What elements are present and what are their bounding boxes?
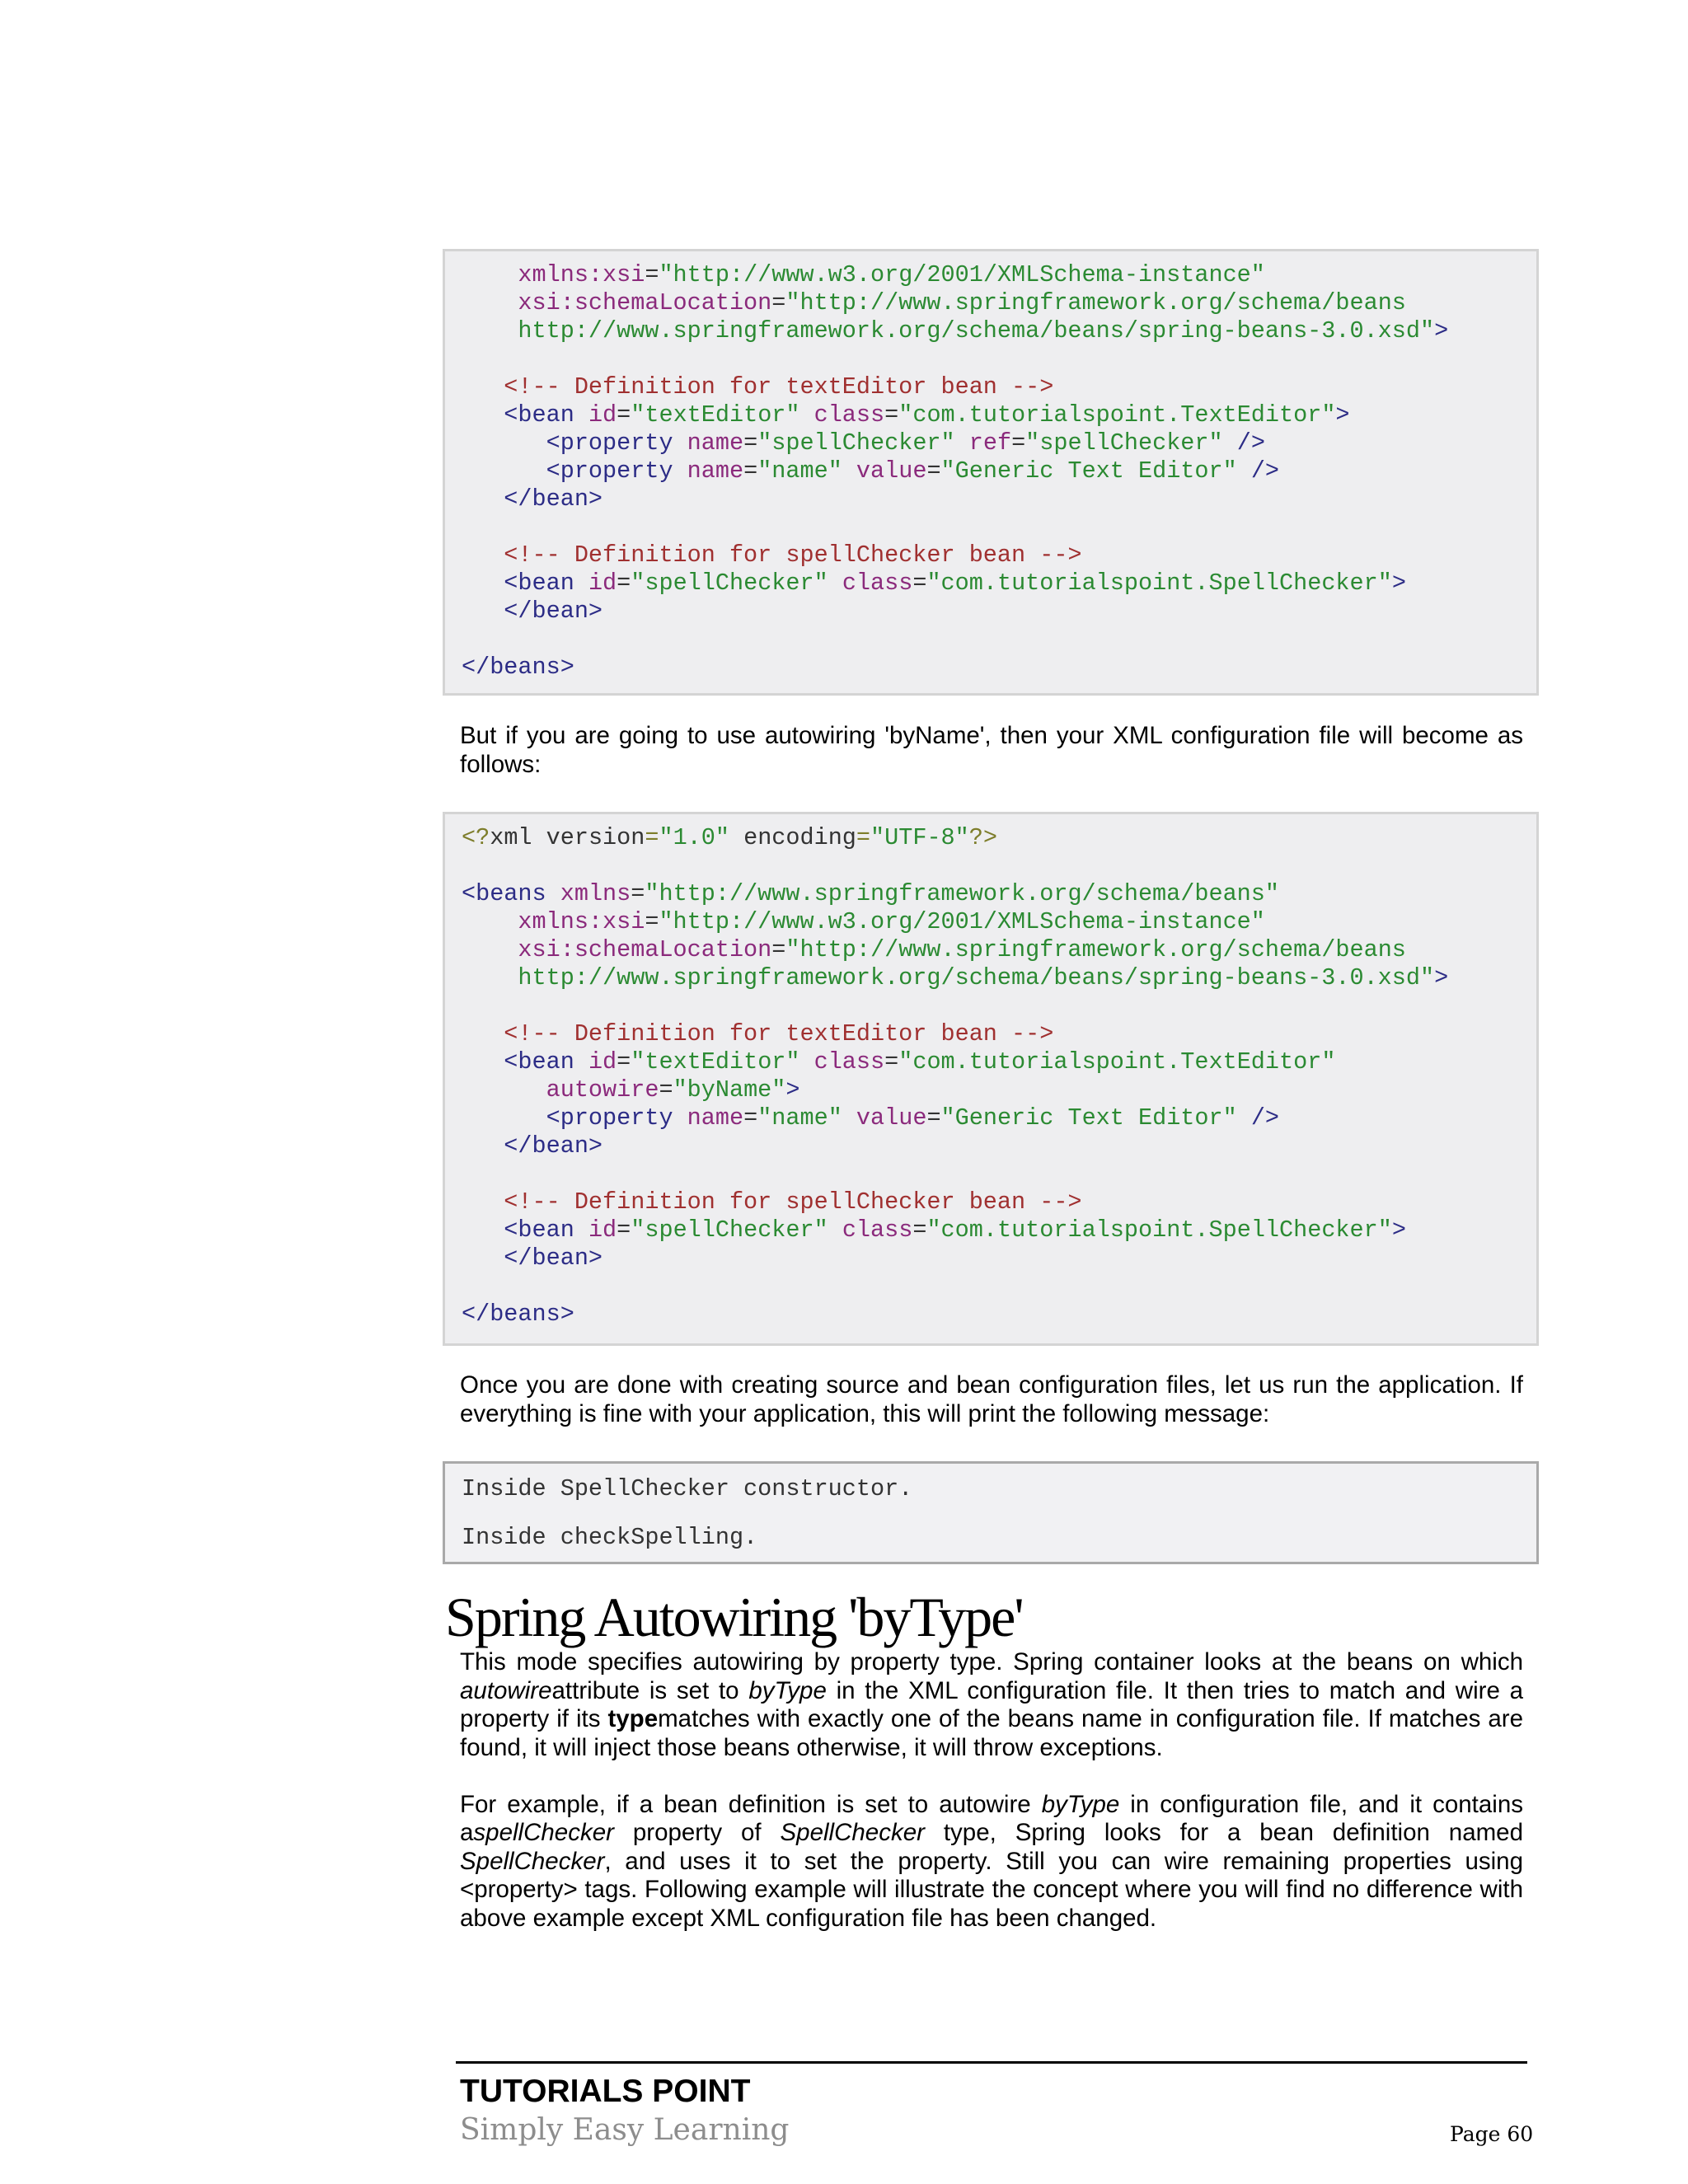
code-token: "UTF-8" xyxy=(870,824,969,851)
paragraph-bytype-example xyxy=(460,1791,1523,1933)
code-line xyxy=(462,964,1536,992)
code-token: </beans> xyxy=(462,1301,574,1328)
text-run: matches with exactly one of the beans name in configuration file. If matches are found, it will inject those beans otherwise, it will throw exceptions. xyxy=(460,1705,1523,1761)
code-token: autowire xyxy=(462,1076,659,1104)
code-line xyxy=(462,1020,1536,1048)
code-line xyxy=(462,1132,1536,1160)
code-token: id xyxy=(588,1048,617,1076)
code-line xyxy=(462,1216,1536,1244)
code-token: "spellChecker" xyxy=(631,1216,828,1244)
code-token: = xyxy=(617,401,631,429)
code-token: > xyxy=(785,1076,800,1104)
code-token: = xyxy=(1011,429,1026,457)
code-token: = xyxy=(743,1104,758,1132)
code-token: <? xyxy=(462,824,490,851)
code-token: = xyxy=(617,1216,631,1244)
code-token: > xyxy=(1391,569,1406,597)
bold-term: type xyxy=(607,1705,659,1732)
text-run: For example, if a bean definition is set to autowire xyxy=(460,1790,1042,1818)
footer-tagline: Simply Easy Learning xyxy=(460,2113,790,2147)
code-token: = xyxy=(743,429,758,457)
xml-code-block-2 xyxy=(443,812,1539,1346)
code-token: id xyxy=(588,569,617,597)
code-token: "http://www.springframework.org/schema/beans" xyxy=(645,880,1279,907)
code-token: ?> xyxy=(968,824,997,851)
code-token: value xyxy=(842,457,927,485)
code-line xyxy=(462,317,1536,345)
code-token: </bean> xyxy=(462,598,603,625)
code-token: /> xyxy=(1236,1104,1280,1132)
code-token: <!-- Definition for textEditor bean --> xyxy=(462,373,1054,401)
code-token: > xyxy=(1434,964,1449,991)
italic-term: byType xyxy=(1041,1790,1120,1818)
text-run: , and uses it to set the property. Still you can wire remaining properties using <property> tags. Following example will illustrate the concept where you will find no difference with above example except XML configuration file has been changed. xyxy=(460,1847,1523,1932)
code-token: "name" xyxy=(757,457,842,485)
code-line xyxy=(462,654,1536,682)
code-token: "http://www.springframework.org/schema/beans xyxy=(785,289,1406,316)
italic-term: SpellChecker xyxy=(780,1819,925,1846)
text-run: attribute is set to xyxy=(551,1676,749,1704)
code-token: </bean> xyxy=(462,1244,603,1272)
paragraph-text: But if you are going to use autowiring 'byName', then your XML configuration file will become as follows: xyxy=(460,722,1523,778)
code-token: value xyxy=(842,1104,927,1132)
code-token: "http://www.w3.org/2001/XMLSchema-instance" xyxy=(659,908,1265,935)
section-heading: Spring Autowiring 'byType' xyxy=(445,1586,1023,1648)
paragraph-byname-intro xyxy=(460,722,1523,779)
code-token: name xyxy=(687,1104,744,1132)
text-run: type, Spring looks for a bean definition named xyxy=(924,1819,1523,1846)
code-token: <bean xyxy=(462,1048,588,1076)
code-token: = xyxy=(771,936,786,963)
code-token: = xyxy=(771,289,786,316)
code-token: class xyxy=(828,569,913,597)
code-token: > xyxy=(1391,1216,1406,1244)
code-token: "spellChecker" xyxy=(1025,429,1223,457)
code-token: = xyxy=(856,824,871,851)
code-token: = xyxy=(884,401,899,429)
code-token: xsi:schemaLocation xyxy=(462,936,772,963)
code-token: "spellChecker" xyxy=(757,429,955,457)
code-line xyxy=(462,992,1536,1020)
code-token: xml version xyxy=(490,824,645,851)
code-token: "byName" xyxy=(673,1076,786,1104)
code-token: "textEditor" xyxy=(631,401,800,429)
code-token: = xyxy=(617,1048,631,1076)
text-run: This mode specifies autowiring by property type. Spring container looks at the beans on which xyxy=(460,1648,1523,1675)
code-token: <property xyxy=(462,457,687,485)
code-token: = xyxy=(912,569,927,597)
console-output-block xyxy=(443,1461,1539,1564)
code-token: xmlns:xsi xyxy=(462,261,645,288)
code-line xyxy=(462,626,1536,654)
code-token: xmlns xyxy=(560,880,631,907)
code-line xyxy=(462,569,1536,598)
code-line xyxy=(462,541,1536,569)
code-token: <property xyxy=(462,429,687,457)
code-token: "spellChecker" xyxy=(631,569,828,597)
code-token: class xyxy=(799,401,885,429)
code-token: = xyxy=(743,457,758,485)
body-text xyxy=(460,1648,1523,1933)
code-line xyxy=(462,936,1536,964)
code-token: xmlns:xsi xyxy=(462,908,645,935)
italic-term: SpellChecker xyxy=(460,1847,605,1875)
code-token: <property xyxy=(462,1104,687,1132)
code-token: http://www.springframework.org/schema/beans/spring-beans-3.0.xsd" xyxy=(462,964,1435,991)
code-line xyxy=(462,457,1536,485)
code-line xyxy=(462,880,1536,908)
footer-divider xyxy=(456,2061,1527,2064)
code-token: class xyxy=(828,1216,913,1244)
code-line xyxy=(462,373,1536,401)
code-token: "Generic Text Editor" xyxy=(940,1104,1237,1132)
code-token: </bean> xyxy=(462,485,603,513)
code-token: "name" xyxy=(757,1104,842,1132)
code-token: "http://www.w3.org/2001/XMLSchema-instance" xyxy=(659,261,1265,288)
code-line xyxy=(462,1076,1536,1104)
code-token: <!-- Definition for textEditor bean --> xyxy=(462,1020,1054,1047)
code-token: > xyxy=(1434,317,1449,344)
code-token: = xyxy=(926,457,941,485)
output-line: Inside checkSpelling. xyxy=(462,1524,758,1551)
code-token: "textEditor" xyxy=(631,1048,800,1076)
code-token: <bean xyxy=(462,401,588,429)
code-token: "com.tutorialspoint.SpellChecker" xyxy=(926,1216,1392,1244)
code-token: "http://www.springframework.org/schema/beans xyxy=(785,936,1406,963)
xml-code-block-1 xyxy=(443,249,1539,696)
code-line xyxy=(462,1160,1536,1188)
code-line xyxy=(462,289,1536,317)
code-token: </beans> xyxy=(462,654,574,681)
italic-term: spellChecker xyxy=(473,1819,614,1846)
code-token: "com.tutorialspoint.SpellChecker" xyxy=(926,569,1392,597)
code-line xyxy=(462,1272,1536,1301)
code-token: "com.tutorialspoint.TextEditor" xyxy=(898,401,1336,429)
code-token: /> xyxy=(1236,457,1280,485)
code-token: = xyxy=(926,1104,941,1132)
output-line: Inside SpellChecker constructor. xyxy=(462,1475,913,1502)
code-token: encoding xyxy=(729,824,856,851)
italic-term: byType xyxy=(748,1676,827,1704)
code-line xyxy=(462,1244,1536,1272)
code-line xyxy=(462,401,1536,429)
text-run: in the XML configuration file. It then tries to match and wire a property if its xyxy=(460,1676,1523,1732)
code-token: id xyxy=(588,1216,617,1244)
code-line xyxy=(462,598,1536,626)
code-token: <!-- Definition for spellChecker bean --> xyxy=(462,541,1082,569)
code-token: = xyxy=(645,261,659,288)
text-run: in configuration file, and it contains a xyxy=(460,1790,1523,1846)
text-run: property of xyxy=(613,1819,781,1846)
code-token: </bean> xyxy=(462,1132,603,1160)
code-token: = xyxy=(912,1216,927,1244)
code-token: = xyxy=(645,908,659,935)
code-token: /> xyxy=(1222,429,1265,457)
code-token: = xyxy=(884,1048,899,1076)
footer-brand: TUTORIALS POINT xyxy=(460,2074,751,2109)
code-token: <beans xyxy=(462,880,560,907)
code-token: class xyxy=(799,1048,885,1076)
code-line xyxy=(462,1048,1536,1076)
code-line xyxy=(462,824,1536,852)
code-line xyxy=(462,485,1536,513)
paragraph-bytype-description xyxy=(460,1648,1523,1762)
paragraph-text: Once you are done with creating source and bean configuration files, let us run the application. If everything is fine with your application, this will print the following message: xyxy=(460,1371,1523,1427)
code-line xyxy=(462,908,1536,936)
code-line xyxy=(462,345,1536,373)
code-token: http://www.springframework.org/schema/beans/spring-beans-3.0.xsd" xyxy=(462,317,1435,344)
paragraph-run-application xyxy=(460,1371,1523,1428)
code-token: = xyxy=(631,880,645,907)
code-token: "1.0" xyxy=(659,824,729,851)
code-line xyxy=(462,1301,1536,1329)
italic-term: autowire xyxy=(460,1676,552,1704)
code-token: id xyxy=(588,401,617,429)
code-token: > xyxy=(1335,401,1350,429)
code-token: "Generic Text Editor" xyxy=(940,457,1237,485)
code-line xyxy=(462,261,1536,289)
code-token: = xyxy=(617,569,631,597)
code-token: <bean xyxy=(462,569,588,597)
code-line xyxy=(462,429,1536,457)
code-token: name xyxy=(687,429,744,457)
code-token: ref xyxy=(954,429,1012,457)
code-token: "com.tutorialspoint.TextEditor" xyxy=(898,1048,1336,1076)
code-token: = xyxy=(659,1076,673,1104)
code-token: = xyxy=(645,824,659,851)
code-token: xsi:schemaLocation xyxy=(462,289,772,316)
code-line xyxy=(462,513,1536,541)
code-token: <bean xyxy=(462,1216,588,1244)
code-line xyxy=(462,852,1536,880)
code-token: name xyxy=(687,457,744,485)
code-token: <!-- Definition for spellChecker bean --> xyxy=(462,1188,1082,1216)
page-number: Page 60 xyxy=(1450,2122,1534,2146)
code-line xyxy=(462,1188,1536,1216)
code-line xyxy=(462,1104,1536,1132)
